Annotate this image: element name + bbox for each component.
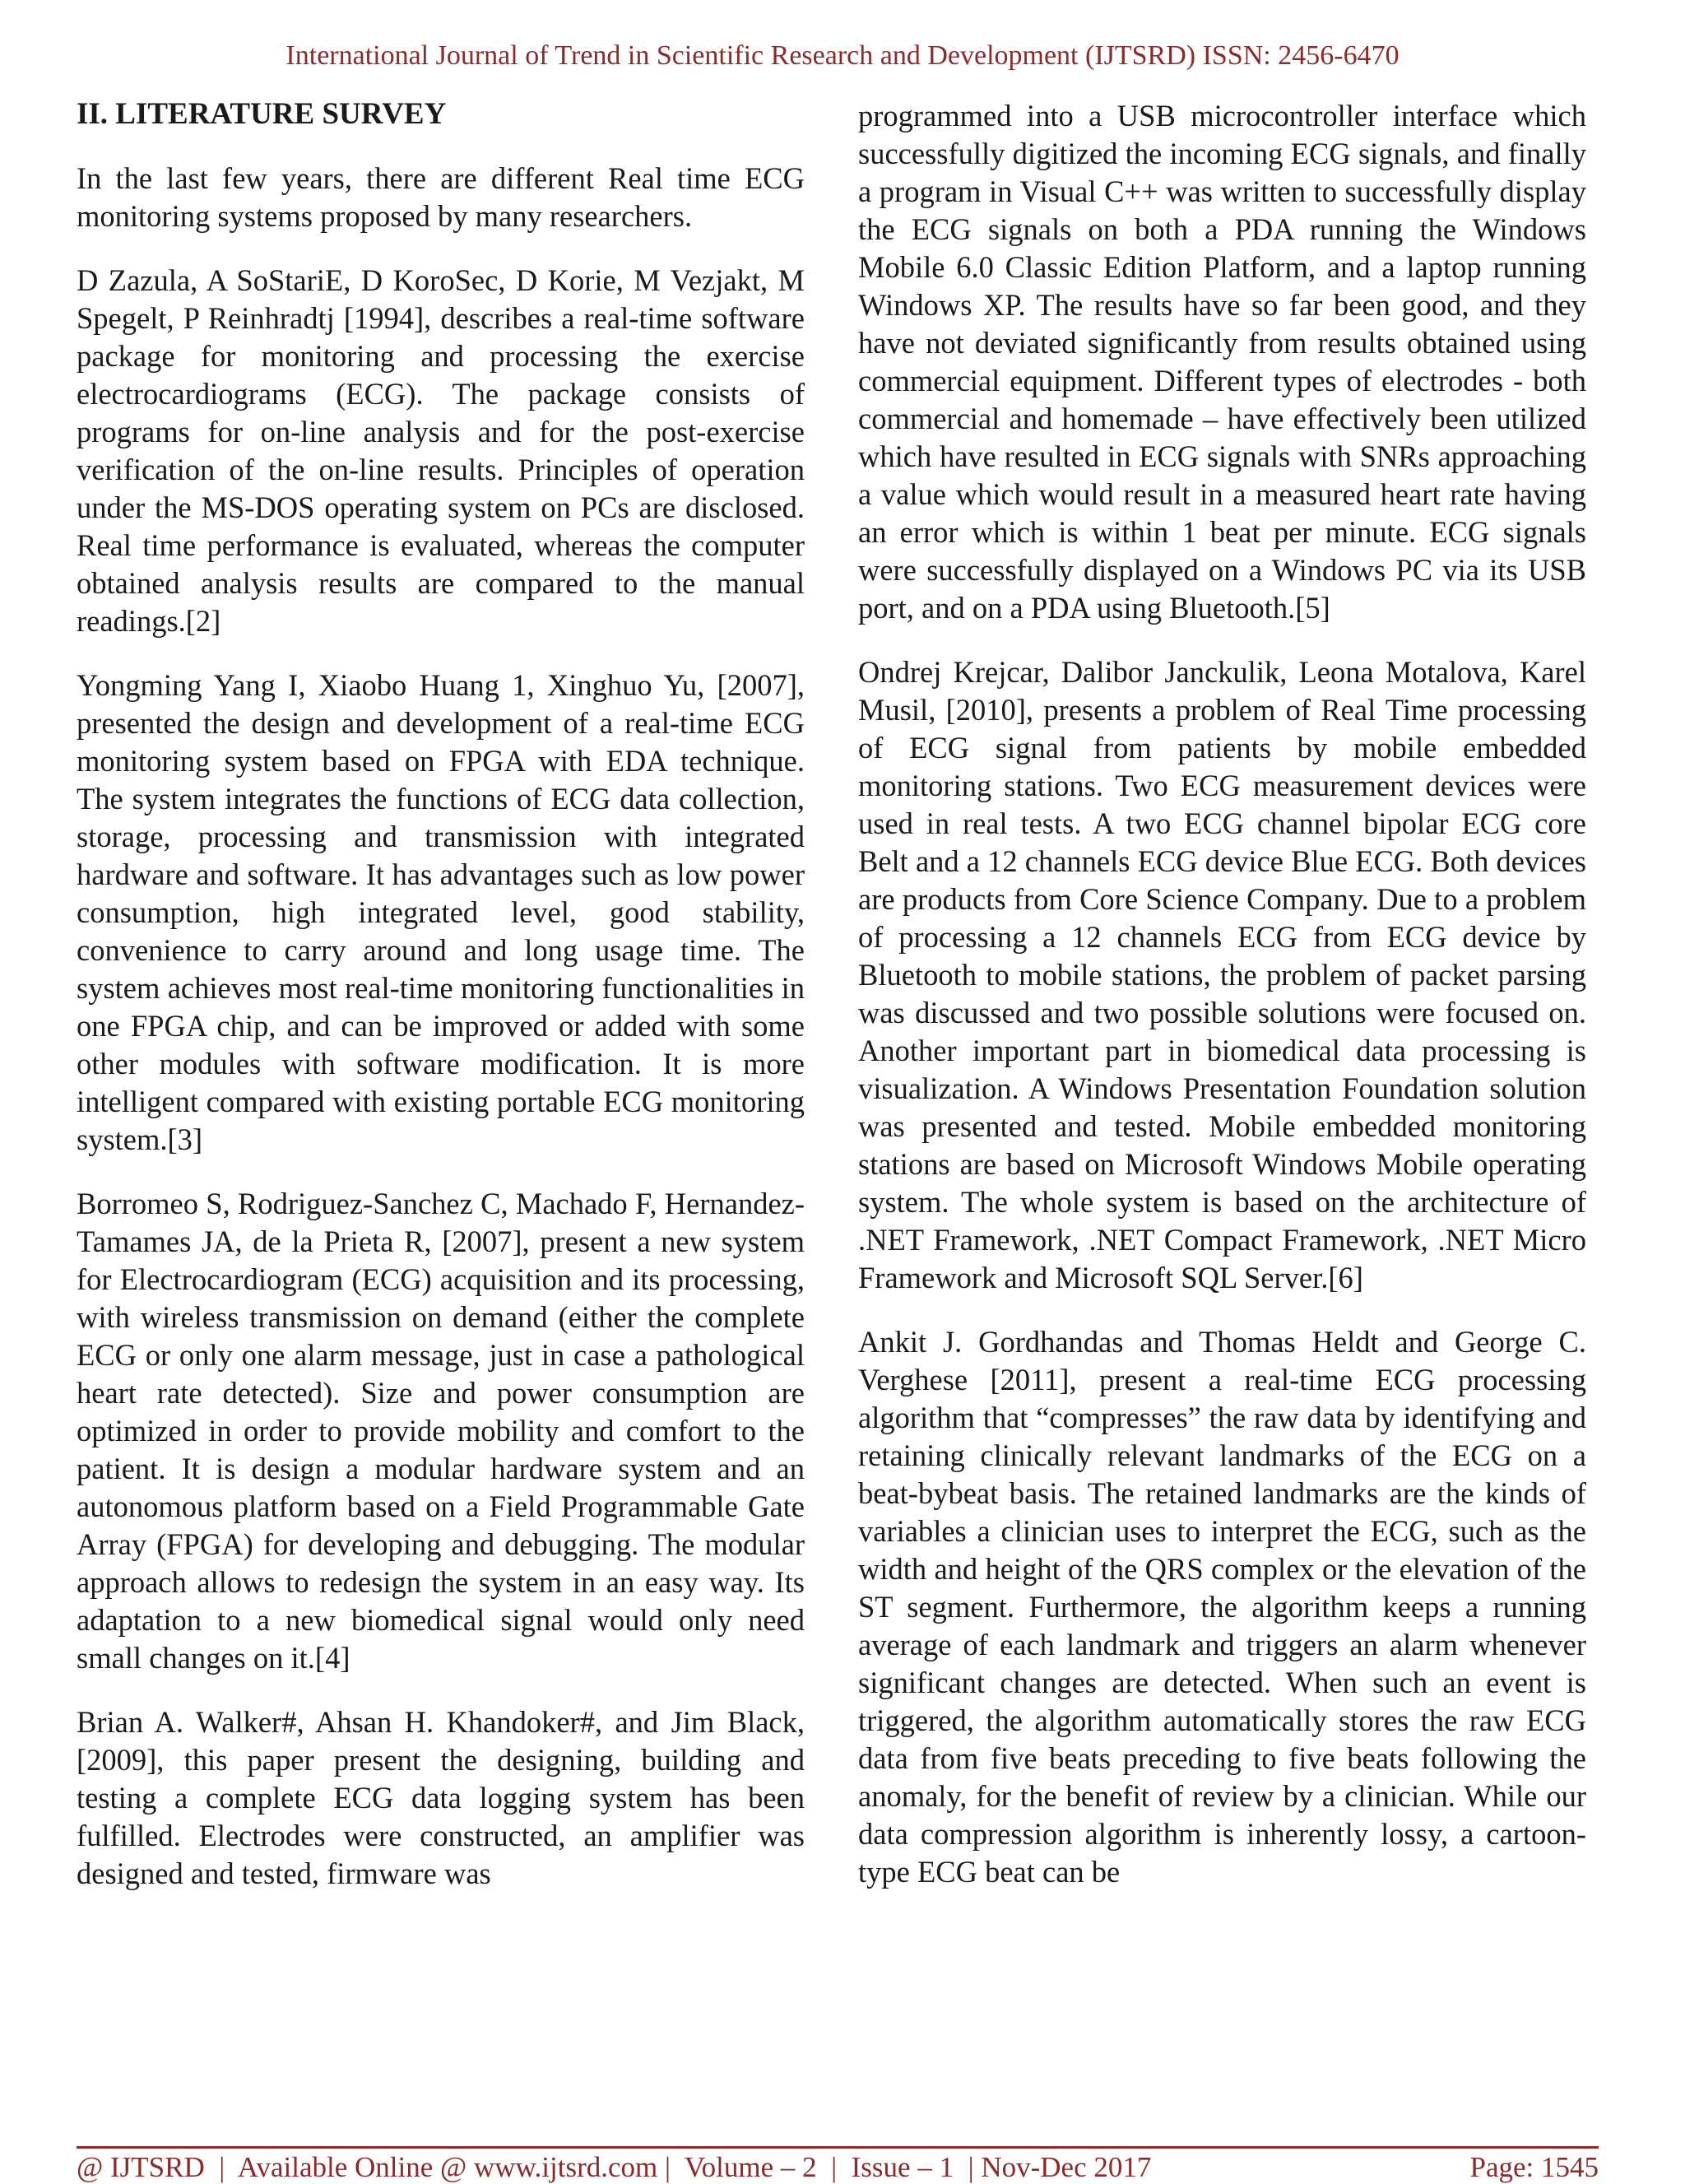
footer-page-number: Page: 1545 (1469, 2151, 1599, 2183)
footer-divider (77, 2146, 1599, 2149)
left-column (77, 95, 805, 1893)
paragraph-intro: In the last few years, there are different Real time ECG monitoring systems proposed by many researchers. (77, 161, 805, 233)
paragraph-walker-continued: programmed into a USB microcontroller interface which successfully digitized the incoming ECG signals, and finally a program in Visual C++ was written to successfully display the ECG signals on both a PDA running the Windows Mobile 6.0 Classic Edition Platform, and a laptop running Windows XP. The results have so far been good, and they have not deviated significantly from results obtained using commercial equipment. Different types of electrodes - both commercial and homemade – have effectively been utilized which have resulted in ECG signals with SNRs approaching a value which would result in a measured heart rate having an error which is within 1 beat per minute. ECG signals were successfully displayed on a Windows PC via its USB port, and on a PDA using Bluetooth.[5] (858, 99, 1586, 625)
paragraph-krejcar: Ondrej Krejcar, Dalibor Janckulik, Leona Motalova, Karel Musil, [2010], presents a problem of Real Time processing of ECG signal from patients by mobile embedded monitoring stations. Two ECG measurement devices were used in real tests. A two ECG channel bipolar ECG core Belt and a 12 channels ECG device Blue ECG. Both devices are products from Core Science Company. Due to a problem of processing a 12 channels ECG from ECG device by Bluetooth to mobile stations, the problem of packet parsing was discussed and two possible solutions were focused on. Another important part in biomedical data processing is visualization. A Windows Presentation Foundation solution was presented and tested. Mobile embedded monitoring stations are based on Microsoft Windows Mobile operating system. The whole system is based on the architecture of .NET Framework, .NET Compact Framework, .NET Micro Framework and Microsoft SQL Server.[6] (858, 655, 1586, 1294)
section-heading: II. LITERATURE SURVEY (77, 97, 447, 131)
paragraph-gordhandas: Ankit J. Gordhandas and Thomas Heldt and George C. Verghese [2011], present a real-time ECG processing algorithm that “compresses” the raw data by identifying and retaining clinically relevant landmarks of the ECG on a beat-bybeat basis. The retained landmarks are the kinds of variables a clinician uses to interpret the ECG, such as the width and height of the QRS complex or the elevation of the ST segment. Furthermore, the algorithm keeps a running average of each landmark and triggers an alarm whenever significant changes are detected. When such an event is triggered, the algorithm automatically stores the raw ECG data from five beats preceding to five beats following the anomaly, for the benefit of review by a clinician. While our data compression algorithm is inherently lossy, a cartoon-type ECG beat can be (858, 1325, 1586, 1889)
journal-header: International Journal of Trend in Scientific Research and Development (IJTSRD) ISSN: 2456-6470 (285, 40, 1400, 71)
paragraph-borromeo: Borromeo S, Rodriguez-Sanchez C, Machado F, Hernandez-Tamames JA, de la Prieta R, [2007], present a new system for Electrocardiogram (ECG) acquisition and its processing, with wireless transmission on demand (either the complete ECG or only one alarm message, just in case a pathological heart rate detected). Size and power consumption are optimized in order to provide mobility and comfort to the patient. It is design a modular hardware system and an autonomous platform based on a Field Programmable Gate Array (FPGA) for developing and debugging. The modular approach allows to redesign the system in an easy way. Its adaptation to a new biomedical signal would only need small changes on it.[4] (77, 1187, 805, 1675)
paragraph-yang: Yongming Yang I, Xiaobo Huang 1, Xinghuo Yu, [2007], presented the design and development of a real-time ECG monitoring system based on FPGA with EDA technique. The system integrates the functions of ECG data collection, storage, processing and transmission with integrated hardware and software. It has advantages such as low power consumption, high integrated level, good stability, convenience to carry around and long usage time. The system achieves most real-time monitoring functionalities in one FPGA chip, and can be improved or added with some other modules with software modification. It is more intelligent compared with existing portable ECG monitoring system.[3] (77, 668, 805, 1156)
footer-publication-info: @ IJTSRD | Available Online @ www.ijtsrd.com | Volume – 2 | Issue – 1 | Nov-Dec 2017 (77, 2151, 1152, 2183)
paragraph-zazula: D Zazula, A SoStariE, D KoroSec, D Korie, M Vezjakt, M Spegelt, P Reinhradtj [1994], describes a real-time software package for monitoring and processing the exercise electrocardiograms (ECG). The package consists of programs for on-line analysis and for the post-exercise verification of the on-line results. Principles of operation under the MS-DOS operating system on PCs are disclosed. Real time performance is evaluated, whereas the computer obtained analysis results are compared to the manual readings.[2] (77, 263, 805, 638)
right-column (858, 97, 1586, 1891)
paragraph-walker: Brian A. Walker#, Ahsan H. Khandoker#, and Jim Black, [2009], this paper present the designing, building and testing a complete ECG data logging system has been fulfilled. Electrodes were constructed, an amplifier was designed and tested, firmware was (77, 1705, 805, 1890)
